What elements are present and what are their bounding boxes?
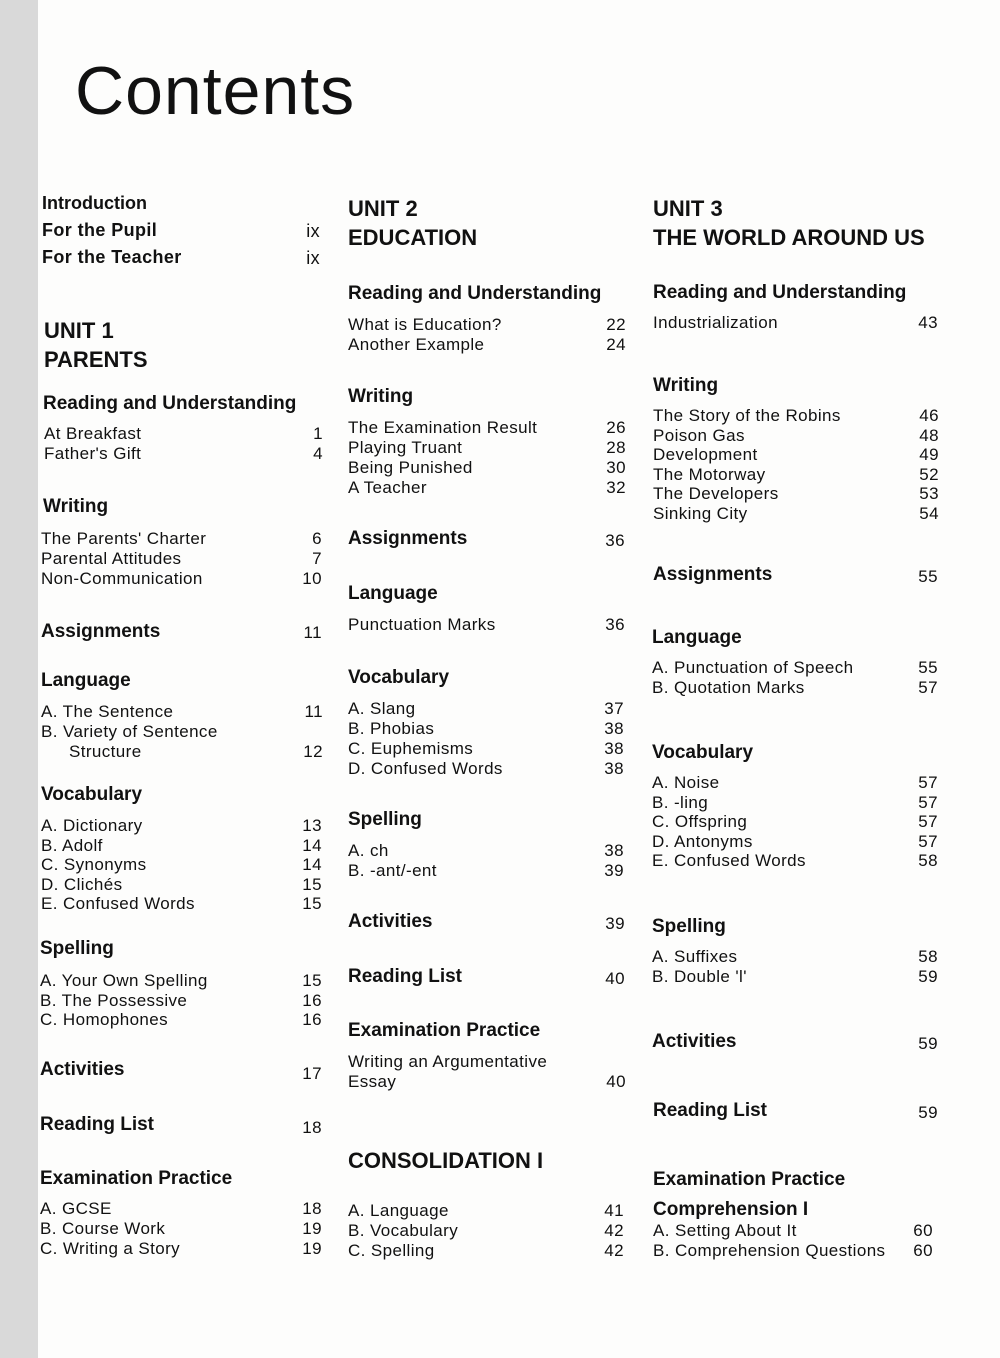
page-number: 48 <box>919 425 939 445</box>
list-item: For the Teacher <box>42 247 182 267</box>
section-heading: Spelling <box>40 938 114 959</box>
section-heading: Activities <box>652 1031 737 1052</box>
page-number: 58 <box>918 851 938 871</box>
page-number: 11 <box>303 623 322 642</box>
page-number: 16 <box>302 990 322 1010</box>
list-item: The Parents' Charter <box>41 529 207 548</box>
section-heading: Reading List <box>348 966 463 987</box>
list-item: A. Suffixes <box>652 947 738 966</box>
page-number: 14 <box>302 835 322 855</box>
page-number: ix <box>306 248 320 268</box>
page-number: 38 <box>604 841 624 860</box>
page-number: 57 <box>918 773 938 792</box>
list-item: Structure <box>69 742 142 761</box>
section-heading: Language <box>348 583 438 604</box>
page-number: 1 <box>313 424 323 443</box>
page-number: 49 <box>919 445 939 465</box>
section-heading: Reading List <box>40 1114 155 1135</box>
list-item: Playing Truant <box>348 438 463 457</box>
list-item: D. Clichés <box>41 874 123 894</box>
list-item: Essay <box>348 1072 397 1091</box>
section-heading: Language <box>652 627 742 648</box>
page-number: 16 <box>302 1010 322 1029</box>
list-item: Poison Gas <box>653 425 745 445</box>
list-item: At Breakfast <box>44 424 142 443</box>
list-item: Punctuation Marks <box>348 615 496 634</box>
list-item: C. Offspring <box>652 812 748 832</box>
section-heading: Activities <box>40 1059 125 1080</box>
section-heading: CONSOLIDATION I <box>348 1148 544 1173</box>
page-number: 41 <box>604 1201 624 1220</box>
section-heading: Vocabulary <box>652 742 754 763</box>
list-item: Father's Gift <box>44 444 142 463</box>
list-item: E. Confused Words <box>652 851 806 871</box>
list-item: B. Quotation Marks <box>652 678 805 697</box>
page-number: 38 <box>604 759 624 778</box>
page-number: 39 <box>604 861 624 880</box>
section-heading: Vocabulary <box>41 784 143 805</box>
section-heading: Activities <box>348 911 433 932</box>
list-item: A. The Sentence <box>41 702 174 721</box>
page-number: 19 <box>302 1219 322 1238</box>
list-item: Being Punished <box>348 458 473 477</box>
section-heading: Reading and Understanding <box>43 393 297 414</box>
list-item: B. Adolf <box>41 835 103 855</box>
list-item: What is Education? <box>348 315 502 334</box>
page-number: 42 <box>604 1221 624 1240</box>
page-number: 42 <box>604 1241 624 1260</box>
list-item: For the Pupil <box>42 220 158 240</box>
page-number: 28 <box>606 438 626 457</box>
page-number: 38 <box>604 719 624 738</box>
section-subheading: Comprehension I <box>653 1199 809 1220</box>
page-number: 39 <box>605 914 625 933</box>
list-item: A. Your Own Spelling <box>40 971 208 990</box>
list-item: D. Antonyms <box>652 831 753 851</box>
page-title: Contents <box>75 53 356 129</box>
list-item: A. GCSE <box>40 1199 112 1218</box>
page-number: 19 <box>302 1239 322 1258</box>
page-number: 36 <box>605 615 625 634</box>
section-heading: Assignments <box>41 621 161 642</box>
list-item: B. Double 'l' <box>652 967 747 986</box>
section-heading: Assignments <box>653 564 773 585</box>
page-number: 6 <box>312 529 322 548</box>
page-number: 38 <box>604 739 624 758</box>
page-number: 12 <box>303 742 323 761</box>
list-item: A. Noise <box>652 773 720 792</box>
section-heading: Introduction <box>42 193 147 213</box>
unit-number: UNIT 1 <box>44 318 114 343</box>
list-item: A. Setting About It <box>653 1221 797 1240</box>
list-item: C. Homophones <box>40 1010 169 1029</box>
section-heading: Examination Practice <box>348 1020 541 1041</box>
page-number: 58 <box>918 947 938 966</box>
page-number: 14 <box>302 855 322 874</box>
unit-name: EDUCATION <box>348 225 478 250</box>
page-number: 53 <box>919 484 939 504</box>
list-item: The Motorway <box>653 464 766 484</box>
list-item: The Story of the Robins <box>653 406 841 425</box>
page-number: 55 <box>918 567 938 586</box>
list-item: C. Spelling <box>348 1241 435 1260</box>
list-item: Parental Attitudes <box>41 549 182 568</box>
list-item: B. The Possessive <box>40 990 188 1010</box>
unit-name: THE WORLD AROUND US <box>653 225 925 250</box>
unit-name: PARENTS <box>44 347 148 372</box>
page-number: 30 <box>606 458 626 477</box>
page-number: 7 <box>312 549 322 568</box>
list-item: B. Vocabulary <box>348 1221 459 1240</box>
page-number: 18 <box>302 1199 322 1218</box>
page-number: 59 <box>918 1103 938 1122</box>
page-number: ix <box>306 221 320 241</box>
list-item: The Examination Result <box>348 418 538 437</box>
page-number: 26 <box>606 418 626 437</box>
page-number: 24 <box>606 335 626 354</box>
page-number: 54 <box>919 504 939 523</box>
page-number: 10 <box>302 569 322 588</box>
page-number: 11 <box>304 702 323 721</box>
list-item: A. Language <box>348 1201 449 1220</box>
list-item: B. Phobias <box>348 719 435 738</box>
list-item: E. Confused Words <box>41 894 195 913</box>
section-heading: Language <box>41 670 131 691</box>
list-item: D. Confused Words <box>348 759 503 778</box>
section-heading: Reading and Understanding <box>653 282 907 303</box>
page-number: 17 <box>302 1064 322 1083</box>
section-heading: Assignments <box>348 528 468 549</box>
page-number: 55 <box>918 658 938 677</box>
page-number: 52 <box>919 464 939 484</box>
page-number: 59 <box>918 967 938 986</box>
list-item: Writing an Argumentative <box>348 1052 548 1071</box>
page-number: 59 <box>918 1034 938 1053</box>
page-number: 60 <box>913 1241 933 1260</box>
page-number: 60 <box>913 1221 933 1240</box>
section-heading: Reading and Understanding <box>348 283 602 304</box>
list-item: A Teacher <box>348 478 427 497</box>
list-item: C. Writing a Story <box>40 1239 181 1258</box>
page-number: 13 <box>302 816 322 835</box>
section-heading: Examination Practice <box>653 1169 846 1190</box>
list-item: B. Course Work <box>40 1219 166 1238</box>
list-item: C. Synonyms <box>41 855 147 874</box>
list-item: C. Euphemisms <box>348 739 474 758</box>
page-number: 37 <box>604 699 624 718</box>
page-number: 15 <box>302 894 322 913</box>
list-item: B. Comprehension Questions <box>653 1241 886 1260</box>
list-item: Another Example <box>348 335 485 354</box>
page-number: 43 <box>918 313 938 332</box>
section-heading: Spelling <box>348 809 422 830</box>
section-heading: Writing <box>43 496 109 517</box>
page-number: 22 <box>606 315 626 334</box>
unit-number: UNIT 2 <box>348 196 418 221</box>
section-heading: Reading List <box>653 1100 768 1121</box>
list-item: B. -ling <box>652 792 709 812</box>
list-item: Development <box>653 445 758 465</box>
page-number: 46 <box>919 406 939 425</box>
list-item: A. Dictionary <box>41 816 143 835</box>
page-number: 18 <box>302 1118 322 1137</box>
page-number: 4 <box>313 444 323 463</box>
page-number: 15 <box>302 971 322 990</box>
section-heading: Writing <box>348 386 414 407</box>
unit-number: UNIT 3 <box>653 196 723 221</box>
list-item: Industrialization <box>653 313 778 332</box>
list-item: A. Slang <box>348 699 416 718</box>
page-number: 57 <box>918 792 938 812</box>
section-heading: Vocabulary <box>348 667 450 688</box>
page-number: 57 <box>918 831 938 851</box>
page-number: 32 <box>606 478 626 497</box>
page-number: 36 <box>605 531 625 550</box>
section-heading: Examination Practice <box>40 1168 233 1189</box>
page-number: 57 <box>918 812 938 832</box>
section-heading: Writing <box>653 375 719 396</box>
list-item: B. -ant/-ent <box>348 861 437 880</box>
section-heading: Spelling <box>652 916 726 937</box>
list-item: Sinking City <box>653 504 748 523</box>
list-item: A. Punctuation of Speech <box>652 658 854 677</box>
list-item: Non-Communication <box>41 569 203 588</box>
list-item: A. ch <box>348 841 389 860</box>
page-number: 57 <box>918 678 938 697</box>
page-number: 40 <box>606 1072 626 1091</box>
page-number: 15 <box>302 874 322 894</box>
page-number: 40 <box>605 969 625 988</box>
list-item: The Developers <box>653 484 779 504</box>
list-item: B. Variety of Sentence <box>41 722 218 741</box>
